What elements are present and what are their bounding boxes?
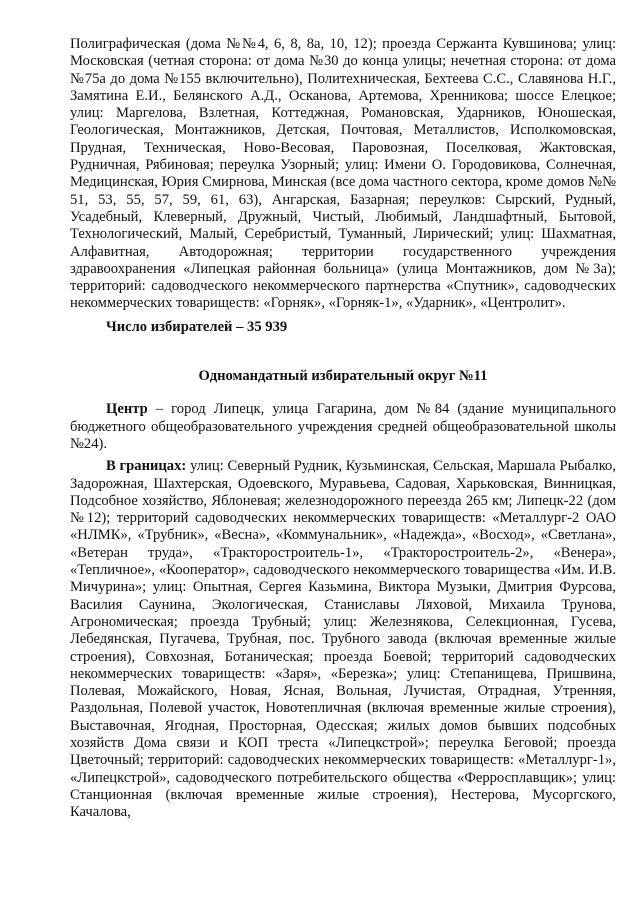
center-label: Центр	[106, 401, 148, 418]
document-page	[70, 36, 616, 821]
district-11-center	[70, 401, 616, 453]
district-11-boundaries	[70, 458, 616, 821]
district-10-streets-continuation: Полиграфическая (дома №№4, 6, 8, 8а, 10, 12); проезда Сержанта Кувшинова; улиц: Московская (четная сторона: от дома №30 до конца улицы; нечетная сторона: от дома №75а до дома №155 включительно), Политехническая, Бехтеева С.С., Славянова Н.Г., Замятина Е.И., Белянского А.Д., Осканова, Артемова, Хренникова; шоссе Елецкое; улиц: Маргелова, Взлетная, Коттеджная, Романовская, Ударников, Юношеская, Геологическая, Монтажников, Детская, Почтовая, Металлистов, Исполкомовская, Прудная, Техническая, Ново-Весовая, Паровозная, Поселковая, Жактовская, Рудничная, Рябиновая; переулка Узорный; улиц: Имени О. Городовикова, Солнечная, Медицинская, Юрия Смирнова, Минская (все дома частного сектора, кроме домов №№ 51, 53, 55, 57, 59, 61, 63), Ангарская, Базарная; переулков: Сырский, Рудный, Усадебный, Клеверный, Дружный, Чистый, Любимый, Ландшафтный, Бытовой, Технологический, Малый, Серебристый, Туманный, Лирический; улиц: Шахматная, Алфавитная, Автодорожная; территории государственного учреждения здравоохранения «Липецкая районная больница» (улица Монтажников, дом №3а); территорий: садоводческого некоммерческого партнерства «Спутник», садоводческих некоммерческих товариществ: «Горняк», «Горняк-1», «Ударник», «Центролит».	[70, 36, 616, 312]
boundaries-label: В границах:	[106, 458, 187, 475]
district-11-heading: Одномандатный избирательный округ №11	[198, 368, 488, 385]
voters-count: Число избирателей – 35 939	[106, 318, 288, 335]
boundaries-text: улиц: Северный Рудник, Кузьминская, Сельская, Маршала Рыбалко, Задорожная, Шахтерская, Одоевского, Муравьева, Садовая, Харьковская, Винницкая, Подсобное хозяйство, Яблоневая; железнодорожного переезда 265 км; Липецк-22 (дом №12); территорий садоводческих некоммерческих товариществ: «Металлург-2 ОАО «НЛМК», «Трубник», «Весна», «Коммунальник», «Надежда», «Восход», «Светлана», «Ветеран труда», «Тракторостроитель-1», «Тракторостроитель-2», «Венера», «Тепличное», «Кооператор», садоводческого некоммерческого товарищества «Им. И.В. Мичурина»; улиц: Опытная, Сергея Казьмина, Виктора Музыки, Дмитрия Фурсова, Василия Саунина, Экологическая, Станиславы Ляховой, Михаила Трунова, Агрономическая; проезда Трубный; улиц: Железнякова, Селекционная, Гусева, Лебедянская, Пугачева, Трубная, пос. Трубного завода (включая временные жилые строения), Совхозная, Ботаническая; проезда Боевой; территорий садоводческих некоммерческих товариществ: «Заря», «Березка»; улиц: Степанищева, Пришвина, Полевая, Можайского, Новая, Ясная, Вольная, Лучистая, Отрадная, Утренняя, Раздольная, Полевой участок, Новотепличная (включая временные жилые строения), Выставочная, Ягодная, Просторная, Одесская; жилых домов бывших подсобных хозяйств Дома связи и КОП треста «Липецкстрой»; переулка Беговой; проезда Цветочный; территорий: садоводческих некоммерческих товариществ: «Металлург-1», «Липецкстрой», садоводческого потребительского общества «Ферросплавщик»; улиц: Станционная (включая временные жилые строения), Нестерова, Мусоргского, Качалова,	[70, 458, 616, 821]
center-text: – город Липецк, улица Гагарина, дом №84 (здание муниципального бюджетного общеобразовательного учреждения средней общеобразовательной школы №24).	[70, 401, 616, 452]
